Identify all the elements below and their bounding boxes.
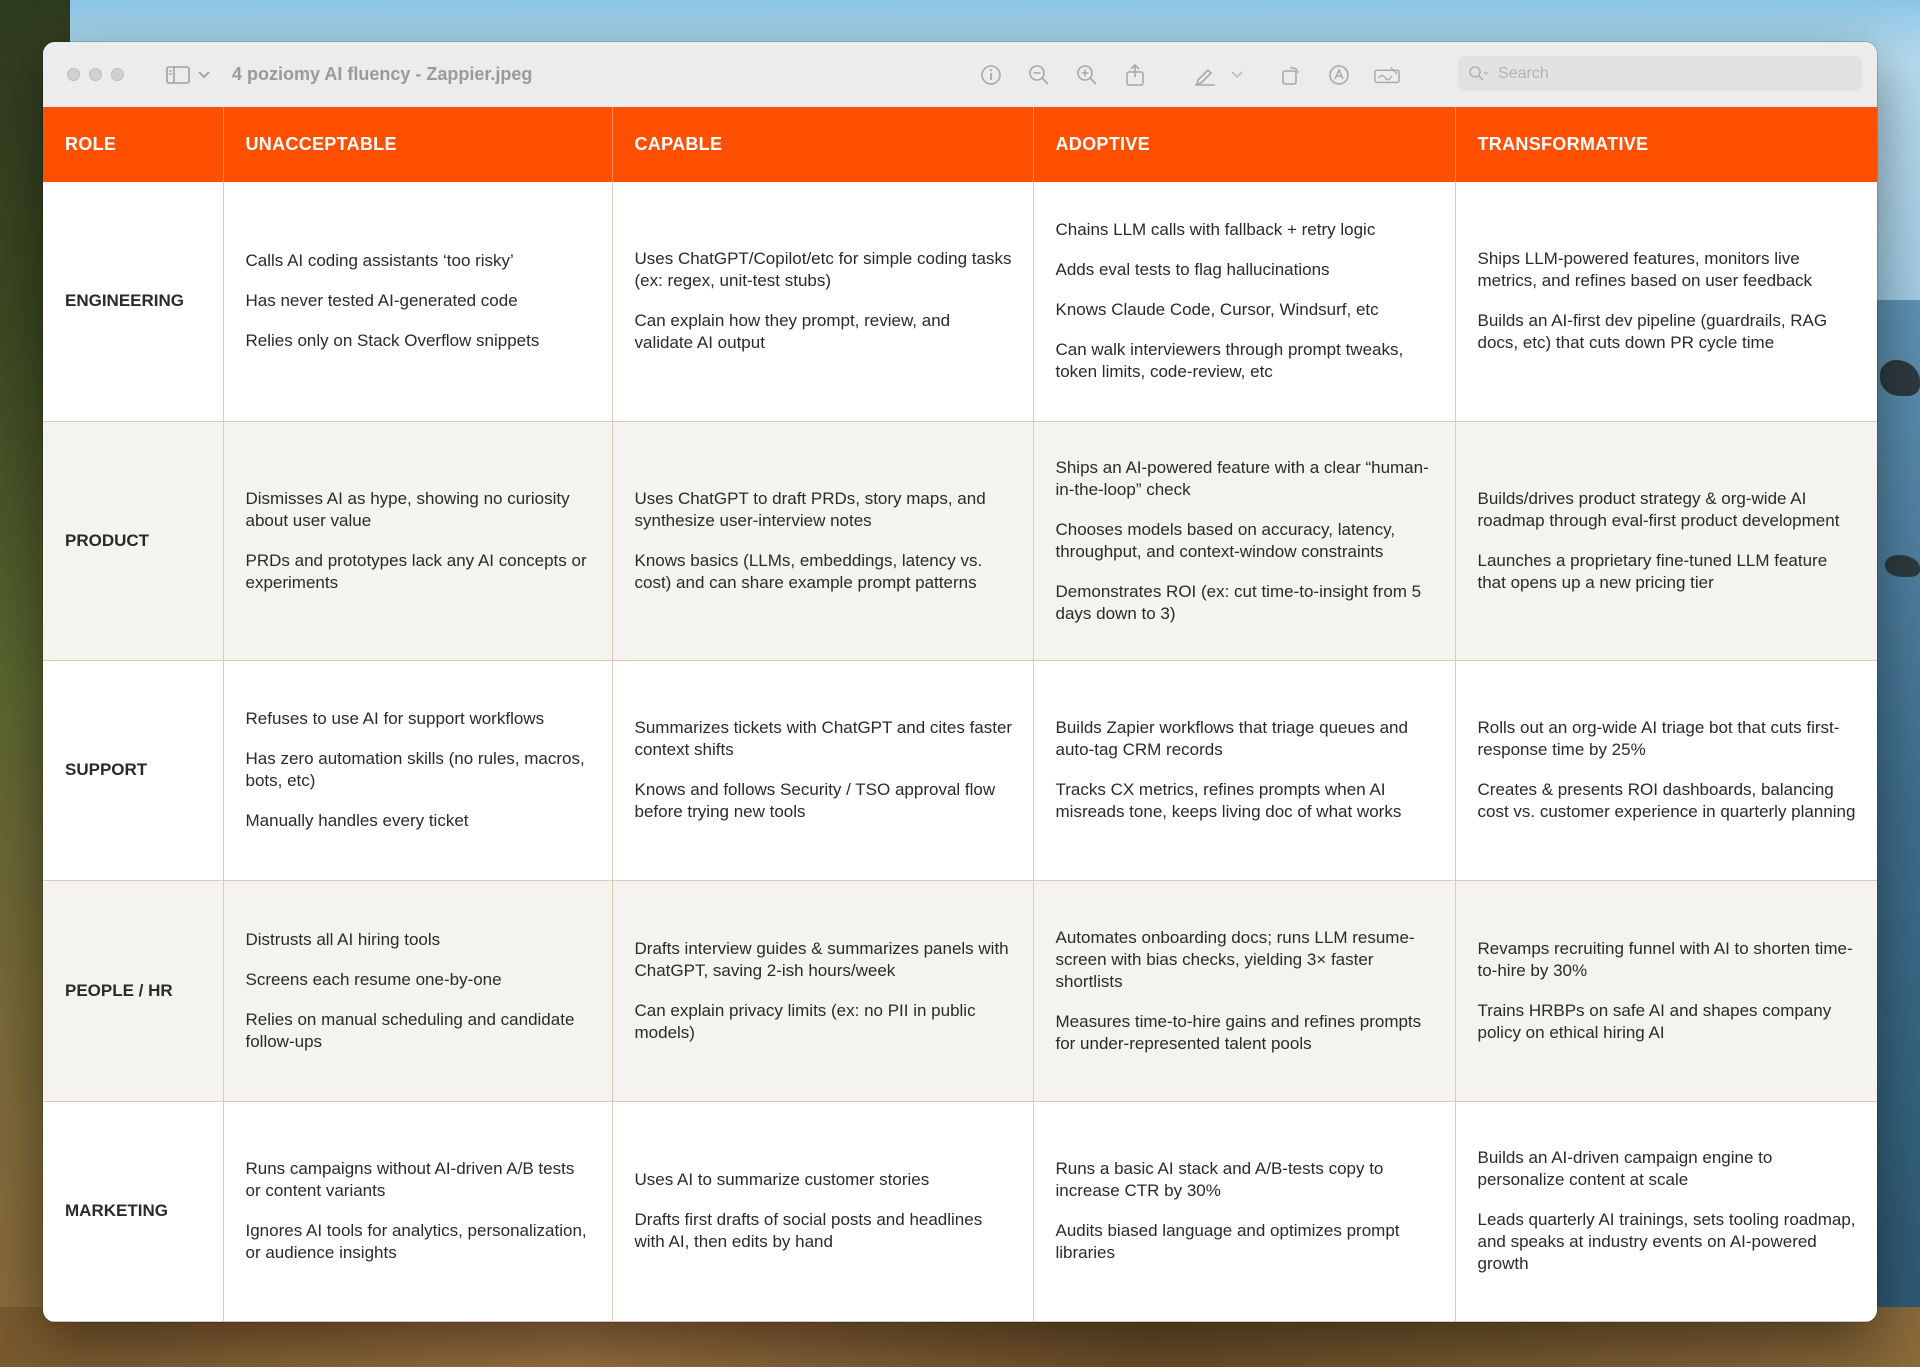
cell-item: Can explain privacy limits (ex: no PII in public models) xyxy=(634,1000,976,1042)
cell-item: Builds/drives product strategy & org-wide AI roadmap through eval-first product development xyxy=(1477,488,1840,530)
adoptive-cell xyxy=(1033,1101,1455,1321)
cell-item: Uses AI to summarize customer stories xyxy=(634,1170,930,1189)
header-transformative: TRANSFORMATIVE xyxy=(1455,107,1877,182)
annotate-icon xyxy=(1328,64,1350,86)
cell-item: Measures time-to-hire gains and refines prompts for under-represented talent pools xyxy=(1055,1011,1422,1053)
close-window-button[interactable] xyxy=(67,68,80,81)
cell-item: Knows basics (LLMs, embeddings, latency vs. cost) and can share example prompt patterns xyxy=(634,550,983,592)
adoptive-cell xyxy=(1033,182,1455,421)
table-row xyxy=(43,660,1877,880)
markup-icon xyxy=(1193,64,1217,86)
preview-window xyxy=(43,42,1877,1322)
table-row xyxy=(43,182,1877,421)
cell-item: Ignores AI tools for analytics, personalization, or audience insights xyxy=(245,1221,587,1262)
unacceptable-cell xyxy=(223,421,612,660)
cell-item: Ships LLM-powered features, monitors live metrics, and refines based on user feedback xyxy=(1477,249,1813,291)
transformative-cell xyxy=(1455,1101,1877,1321)
transformative-cell xyxy=(1455,421,1877,660)
transformative-cell xyxy=(1455,660,1877,880)
cell-item: Distrusts all AI hiring tools xyxy=(245,929,441,949)
header-capable: CAPABLE xyxy=(612,107,1033,182)
zoom-in-button[interactable] xyxy=(1074,62,1100,88)
cell-item: Dismisses AI as hype, showing no curiosity about user value xyxy=(245,488,570,530)
chevron-down-icon xyxy=(1231,71,1243,79)
header-unacceptable: UNACCEPTABLE xyxy=(223,107,612,182)
role-cell: MARKETING xyxy=(43,1101,223,1321)
cell-item: Adds eval tests to flag hallucinations xyxy=(1055,260,1330,280)
zoom-window-button[interactable] xyxy=(111,68,124,81)
adoptive-cell xyxy=(1033,660,1455,880)
capable-cell xyxy=(612,880,1033,1101)
cell-item: Has never tested AI-generated code xyxy=(245,291,518,311)
transformative-cell xyxy=(1455,880,1877,1101)
cell-item: Ships an AI-powered feature with a clear “human-in-the-loop” check xyxy=(1055,457,1429,499)
zoom-out-icon xyxy=(1028,64,1050,86)
share-button[interactable] xyxy=(1122,62,1148,88)
sidebar-icon xyxy=(166,65,190,85)
window-title: 4 poziomy AI fluency - Zappier.jpeg xyxy=(232,64,533,84)
cell-item: Tracks CX metrics, refines prompts when AI misreads tone, keeps living doc of what works xyxy=(1055,780,1402,821)
zoom-in-icon xyxy=(1076,64,1098,86)
header-adoptive: ADOPTIVE xyxy=(1033,107,1455,182)
table-header-row xyxy=(43,107,1877,182)
cell-item: Drafts first drafts of social posts and headlines with AI, then edits by hand xyxy=(634,1210,983,1251)
cell-item: Automates onboarding docs; runs LLM resume-screen with bias checks, yielding 3× faster shortlists xyxy=(1055,927,1415,991)
cell-item: Runs a basic AI stack and A/B-tests copy to increase CTR by 30% xyxy=(1055,1159,1384,1200)
cell-item: Rolls out an org-wide AI triage bot that cuts first-response time by 25% xyxy=(1477,718,1840,759)
cell-item: Drafts interview guides & summarizes panels with ChatGPT, saving 2-ish hours/week xyxy=(634,938,1009,980)
cell-item: Relies on manual scheduling and candidate follow-ups xyxy=(245,1009,575,1051)
ai-fluency-table xyxy=(43,107,1877,1322)
capable-cell xyxy=(612,182,1033,421)
capable-cell xyxy=(612,660,1033,880)
titlebar xyxy=(43,42,1877,108)
zoom-out-button[interactable] xyxy=(1026,62,1052,88)
window-controls xyxy=(67,68,124,81)
sidebar-toggle-button[interactable] xyxy=(166,65,210,85)
info-button[interactable] xyxy=(978,62,1004,88)
markup-menu-button[interactable] xyxy=(1224,62,1250,88)
markup-button[interactable] xyxy=(1192,62,1218,88)
cell-item: Uses ChatGPT/Copilot/etc for simple coding tasks (ex: regex, unit-test stubs) xyxy=(634,249,1012,291)
cell-item: PRDs and prototypes lack any AI concepts or experiments xyxy=(245,550,587,592)
unacceptable-cell xyxy=(223,660,612,880)
capable-cell xyxy=(612,1101,1033,1321)
cell-item: Launches a proprietary fine-tuned LLM feature that opens up a new pricing tier xyxy=(1477,550,1828,592)
minimize-window-button[interactable] xyxy=(89,68,102,81)
adoptive-cell xyxy=(1033,421,1455,660)
cell-item: Leads quarterly AI trainings, sets tooling roadmap, and speaks at industry events on AI-powered growth xyxy=(1477,1210,1856,1273)
role-cell: PEOPLE / HR xyxy=(43,880,223,1101)
cell-item: Uses ChatGPT to draft PRDs, story maps, and synthesize user-interview notes xyxy=(634,488,986,530)
cell-item: Builds Zapier workflows that triage queues and auto-tag CRM records xyxy=(1055,718,1408,759)
cell-item: Chains LLM calls with fallback + retry logic xyxy=(1055,220,1376,240)
unacceptable-cell xyxy=(223,182,612,421)
signature-button[interactable] xyxy=(1374,62,1400,88)
rotate-button[interactable] xyxy=(1278,62,1304,88)
cell-item: Has zero automation skills (no rules, macros, bots, etc) xyxy=(245,749,585,790)
transformative-cell xyxy=(1455,182,1877,421)
annotate-button[interactable] xyxy=(1326,62,1352,88)
search-icon xyxy=(1468,65,1490,83)
cell-item: Knows Claude Code, Cursor, Windsurf, etc xyxy=(1055,300,1379,320)
table-row xyxy=(43,421,1877,660)
role-cell: ENGINEERING xyxy=(43,182,223,421)
chevron-down-icon xyxy=(198,71,210,79)
cell-item: Creates & presents ROI dashboards, balancing cost vs. customer experience in quarterly planning xyxy=(1477,780,1856,821)
cell-item: Screens each resume one-by-one xyxy=(245,969,502,989)
cell-item: Builds an AI-first dev pipeline (guardrails, RAG docs, etc) that cuts down PR cycle time xyxy=(1477,311,1828,353)
cell-item: Can explain how they prompt, review, and validate AI output xyxy=(634,311,951,353)
role-cell: SUPPORT xyxy=(43,660,223,880)
signature-icon xyxy=(1374,64,1400,86)
cell-item: Manually handles every ticket xyxy=(245,811,469,830)
cell-item: Demonstrates ROI (ex: cut time-to-insight from 5 days down to 3) xyxy=(1055,581,1422,623)
image-content xyxy=(43,107,1877,1322)
cell-item: Revamps recruiting funnel with AI to shorten time-to-hire by 30% xyxy=(1477,938,1853,980)
cell-item: Builds an AI-driven campaign engine to personalize content at scale xyxy=(1477,1148,1773,1189)
cell-item: Audits biased language and optimizes prompt libraries xyxy=(1055,1221,1400,1262)
unacceptable-cell xyxy=(223,1101,612,1321)
table-row xyxy=(43,880,1877,1101)
search-field[interactable] xyxy=(1458,56,1862,91)
header-role: ROLE xyxy=(43,107,223,182)
capable-cell xyxy=(612,421,1033,660)
unacceptable-cell xyxy=(223,880,612,1101)
toolbar xyxy=(978,42,1400,107)
cell-item: Calls AI coding assistants ‘too risky’ xyxy=(245,251,514,271)
role-cell: PRODUCT xyxy=(43,421,223,660)
cell-item: Refuses to use AI for support workflows xyxy=(245,709,545,728)
cell-item: Knows and follows Security / TSO approval flow before trying new tools xyxy=(634,780,996,821)
desktop-wallpaper-sea xyxy=(1875,300,1920,1310)
search-input[interactable] xyxy=(1496,64,1840,84)
cell-item: Chooses models based on accuracy, latency, throughput, and context-window constraints xyxy=(1055,519,1396,561)
adoptive-cell xyxy=(1033,880,1455,1101)
cell-item: Relies only on Stack Overflow snippets xyxy=(245,331,540,351)
share-icon xyxy=(1124,63,1146,87)
cell-item: Trains HRBPs on safe AI and shapes company policy on ethical hiring AI xyxy=(1477,1000,1832,1042)
cell-item: Can walk interviewers through prompt tweaks, token limits, code-review, etc xyxy=(1055,340,1404,382)
cell-item: Summarizes tickets with ChatGPT and cites faster context shifts xyxy=(634,718,1013,759)
cell-item: Runs campaigns without AI-driven A/B tests or content variants xyxy=(245,1159,575,1200)
table-row xyxy=(43,1101,1877,1321)
info-icon xyxy=(980,64,1002,86)
rotate-icon xyxy=(1280,64,1302,86)
